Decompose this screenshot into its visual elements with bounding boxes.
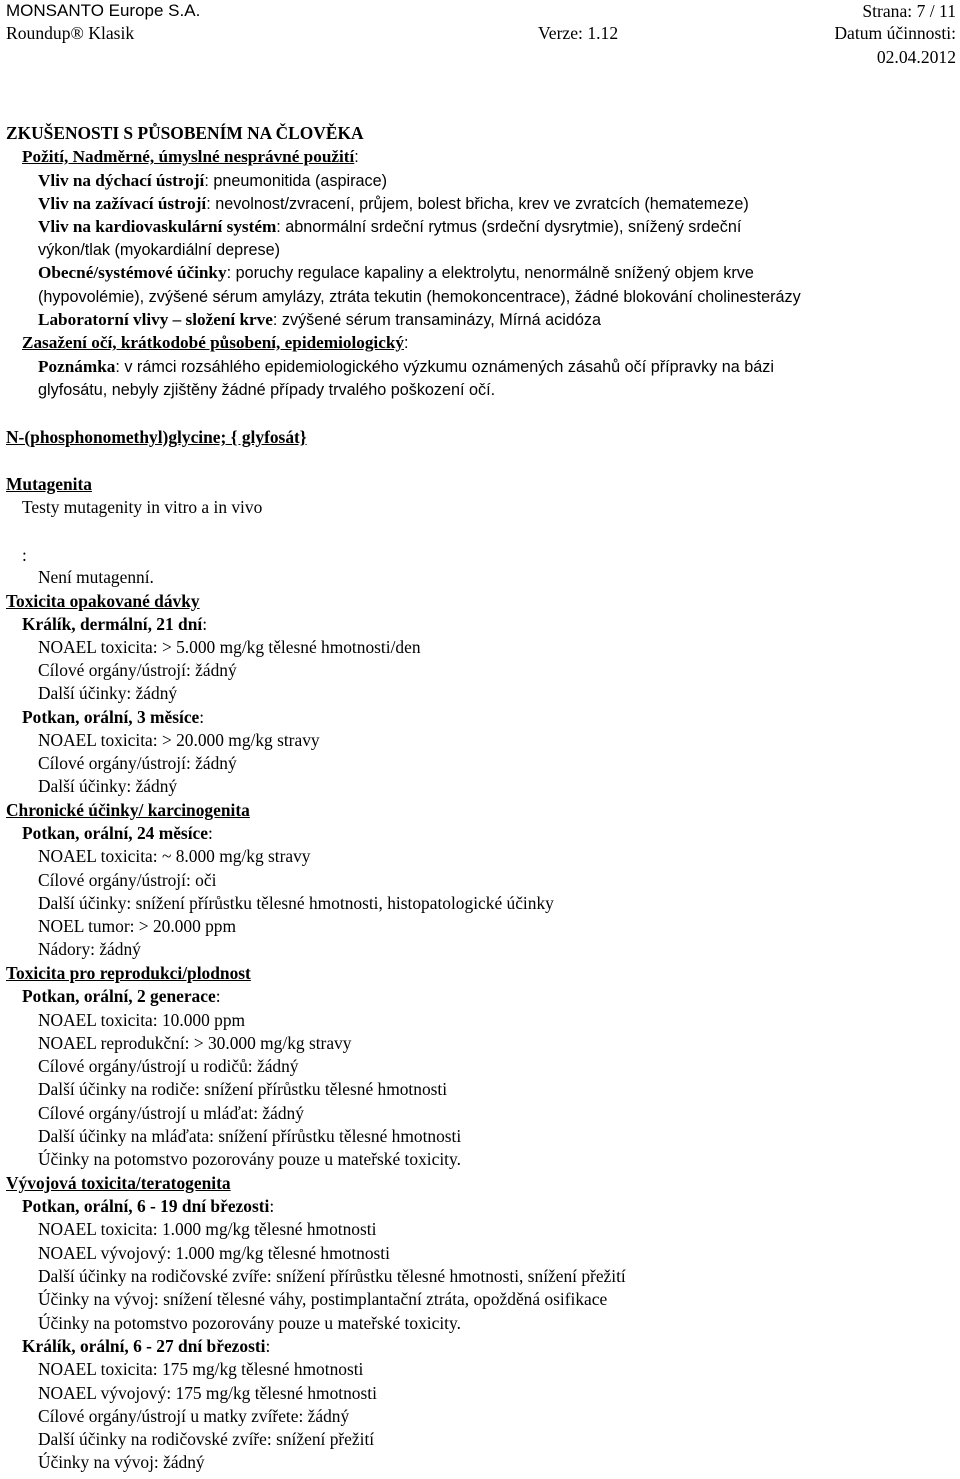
study-result: NOEL tumor: > 20.000 ppm [38,916,237,936]
study-result: NOAEL toxicita: ~ 8.000 mg/kg stravy [38,846,311,866]
study-result: NOAEL toxicita: 10.000 ppm [38,1010,246,1030]
repro-rat-study: Potkan, orální, 2 generace: [22,986,221,1006]
study-result: Další účinky: žádný [38,776,178,796]
study-result: Cílové orgány/ústrojí: žádný [38,753,237,773]
chronic-heading: Chronické účinky/ karcinogenita [6,800,250,820]
repeat-dose-heading: Toxicita opakované dávky [6,591,200,611]
ingestion-heading: Požití, Nadměrné, úmyslné nesprávné použití: [22,147,359,166]
study-result: Cílové orgány/ústrojí u mláďat: žádný [38,1103,304,1123]
effective-date-label: Datum účinnosti: [834,23,956,43]
substance-name: N-(phosphonomethyl)glycine; { glyfosát} [6,427,307,447]
study-result: NOAEL vývojový: 1.000 mg/kg tělesné hmotnosti [38,1243,390,1263]
study-result: Další účinky na rodiče: snížení přírůstku tělesné hmotnosti [38,1079,448,1099]
study-result: Cílové orgány/ústrojí u matky zvířete: žádný [38,1406,350,1426]
chronic-rat-study: Potkan, orální, 24 měsíce: [22,823,213,843]
study-result: NOAEL vývojový: 175 mg/kg tělesné hmotnosti [38,1383,377,1403]
mutagenicity-colon: : [22,545,27,565]
study-result: NOAEL toxicita: > 20.000 mg/kg stravy [38,730,320,750]
study-result: Účinky na potomstvo pozorovány pouze u mateřské toxicity. [38,1149,461,1169]
note-cont: glyfosátu, nebyly zjištěny žádné případy trvalého poškození očí. [38,381,496,399]
eye-contact-heading: Zasažení očí, krátkodobé působení, epidemiologický: [22,333,409,352]
study-result: Další účinky: snížení přírůstku tělesné hmotnosti, histopatologické účinky [38,893,554,913]
study-result: Účinky na vývoj: žádný [38,1452,205,1472]
study-result: Cílové orgány/ústrojí: oči [38,870,217,890]
study-result: Účinky na potomstvo pozorovány pouze u mateřské toxicity. [38,1313,461,1333]
study-result: Další účinky na mláďata: snížení přírůstku tělesné hmotnosti [38,1126,462,1146]
cardiovascular-effects: Vliv na kardiovaskulární systém: abnormální srdeční rytmus (srdeční dysrytmie), snížený srdeční [38,217,742,236]
page-number: Strana: 7 / 11 [862,1,956,21]
dev-rat-study: Potkan, orální, 6 - 19 dní březosti: [22,1196,275,1216]
repeat-rat-study: Potkan, orální, 3 měsíce: [22,707,205,727]
reproduction-heading: Toxicita pro reprodukci/plodnost [6,963,251,983]
mutagenicity-heading: Mutagenita [6,474,92,494]
repeat-rabbit-study: Králík, dermální, 21 dní: [22,614,208,634]
mutagenicity-test: Testy mutagenity in vitro a in vivo [22,497,263,517]
study-result: NOAEL toxicita: 1.000 mg/kg tělesné hmotnosti [38,1219,377,1239]
study-result: Účinky na vývoj: snížení tělesné váhy, postimplantační ztráta, opožděná osifikace [38,1289,608,1309]
study-result: Nádory: žádný [38,939,141,959]
section-title: ZKUŠENOSTI S PŮSOBENÍM NA ČLOVĚKA [6,123,364,143]
digestive-effects: Vliv na zažívací ústrojí: nevolnost/zvracení, průjem, bolest břicha, krev ve zvratcích (hematemeze) [38,194,749,213]
study-result: NOAEL reprodukční: > 30.000 mg/kg stravy [38,1033,352,1053]
systemic-effects: Obecné/systémové účinky: poruchy regulace kapaliny a elektrolytu, nenormálně snížený objem krve [38,263,754,282]
product-name: Roundup® Klasik [6,23,135,43]
company-name: MONSANTO Europe S.A. [6,1,201,20]
respiratory-effects: Vliv na dýchací ústrojí: pneumonitida (aspirace) [38,171,387,190]
study-result: Další účinky na rodičovské zvíře: snížení přežití [38,1429,375,1449]
study-result: Další účinky: žádný [38,683,178,703]
cardiovascular-effects-cont: výkon/tlak (myokardiální deprese) [38,241,281,259]
study-result: Cílové orgány/ústrojí u rodičů: žádný [38,1056,299,1076]
effective-date: 02.04.2012 [876,47,956,67]
mutagenicity-result: Není mutagenní. [38,567,154,587]
study-result: Další účinky na rodičovské zvíře: snížení přírůstku tělesné hmotnosti, snížení přežití [38,1266,626,1286]
laboratory-effects: Laboratorní vlivy – složení krve: zvýšené sérum transaminázy, Mírná acidóza [38,310,601,329]
note: Poznámka: v rámci rozsáhlého epidemiologického výzkumu oznámených zásahů očí přípravky na bázi [38,357,774,376]
study-result: Cílové orgány/ústrojí: žádný [38,660,237,680]
dev-rabbit-study: Králík, orální, 6 - 27 dní březosti: [22,1336,271,1356]
version: Verze: 1.12 [538,23,619,43]
developmental-heading: Vývojová toxicita/teratogenita [6,1173,231,1193]
systemic-effects-cont: (hypovolémie), zvýšené sérum amylázy, ztráta tekutin (hemokoncentrace), žádné blokování cholinesterázy [38,288,801,306]
study-result: NOAEL toxicita: 175 mg/kg tělesné hmotnosti [38,1359,364,1379]
study-result: NOAEL toxicita: > 5.000 mg/kg tělesné hmotnosti/den [38,637,421,657]
